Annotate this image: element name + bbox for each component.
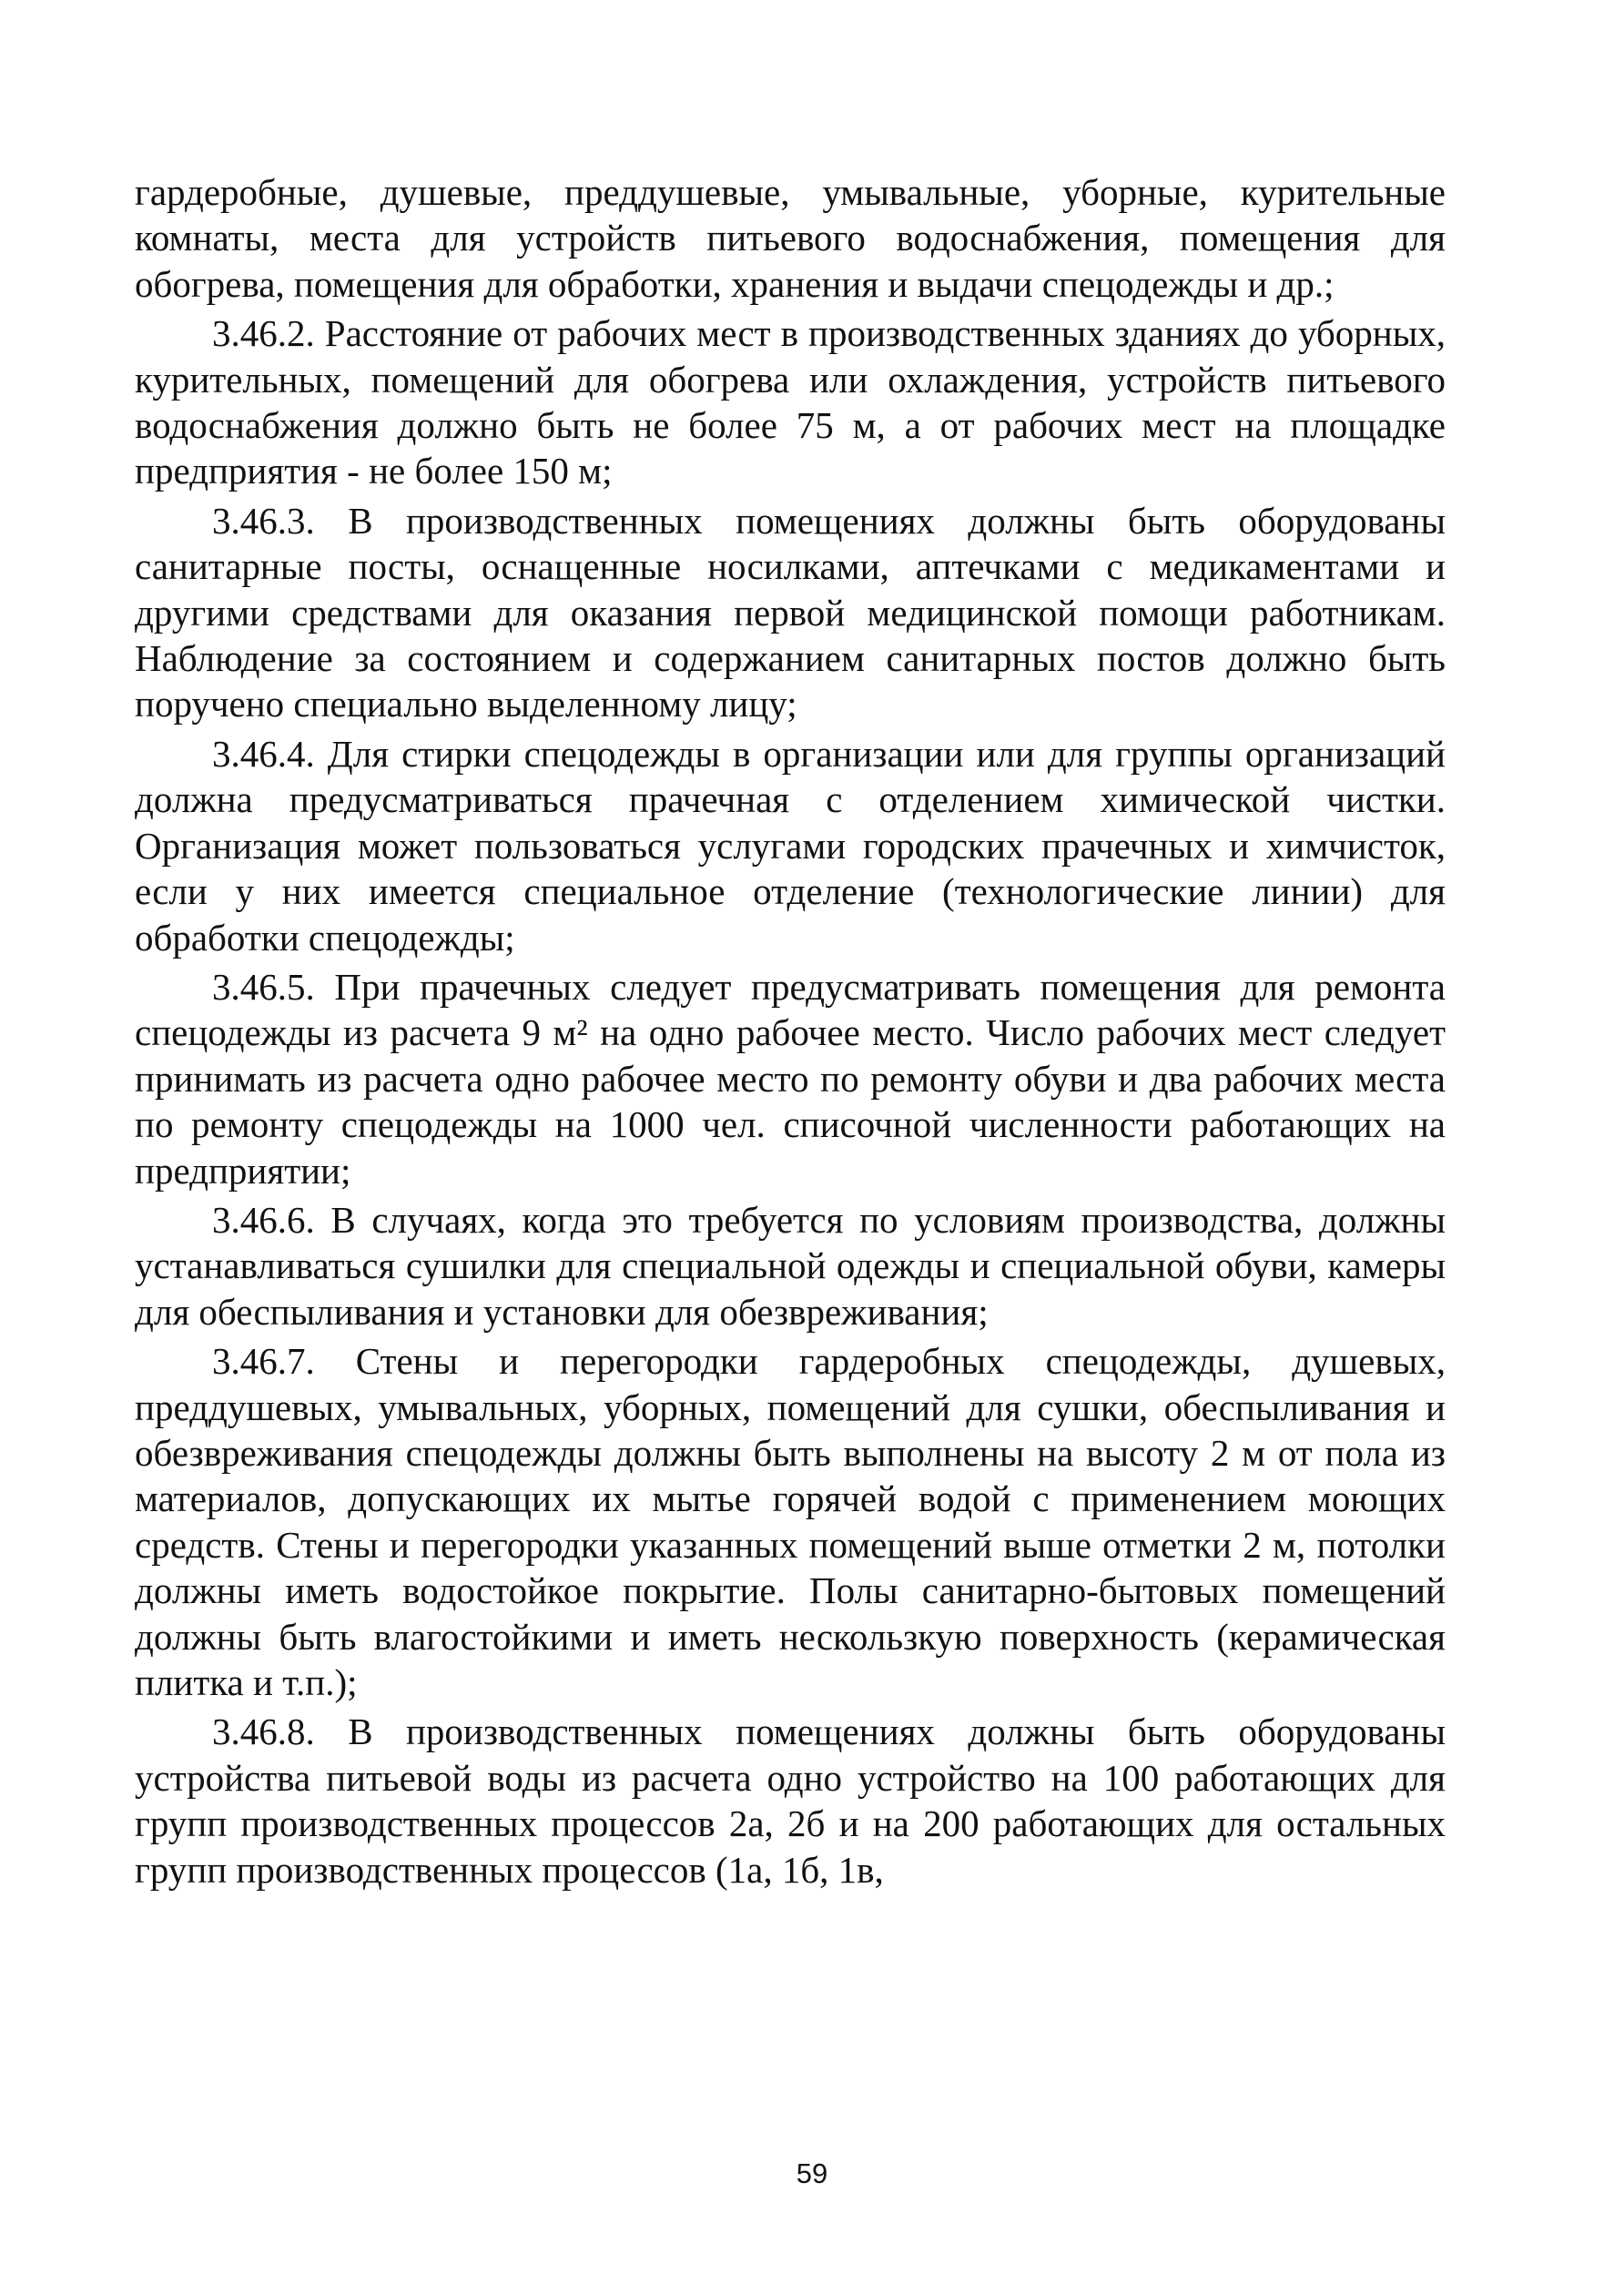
paragraph-3-46-5: 3.46.5. При прачечных следует предусматривать помещения для ремонта спецодежды из расчета 9 м² на одно рабочее место. Число рабочих мест следует принимать из расчета одно рабочее место по ремонту обуви и два рабочих места по ремонту спецодежды на 1000 чел. списочной численности работающих на предприятии; [135, 965, 1446, 1192]
paragraph-3-46-8: 3.46.8. В производственных помещениях должны быть оборудованы устройства питьевой воды из расчета одно устройство на 100 работающих для групп производственных процессов 2а, 2б и на 200 работающих для остальных групп производственных процессов (1а, 1б, 1в, [135, 1710, 1446, 1891]
page-number: 59 [796, 2157, 828, 2189]
paragraph-3-46-7: 3.46.7. Стены и перегородки гардеробных спецодежды, душевых, преддушевых, умывальных, уборных, помещений для сушки, обеспыливания и обезвреживания спецодежды должны быть выполнены на высоту 2 м от пола из материалов, допускающих их мытье горячей водой с применением моющих средств. Стены и перегородки указанных помещений выше отметки 2 м, потолки должны иметь водостойкое покрытие. Полы санитарно-бытовых помещений должны быть влагостойкими и иметь нескользкую поверхность (керамическая плитка и т.п.); [135, 1340, 1446, 1703]
paragraph-continuation: гардеробные, душевые, преддушевые, умывальные, уборные, курительные комнаты, места для устройств питьевого водоснабжения, помещения для обогрева, помещения для обработки, хранения и выдачи спецодежды и др.; [135, 171, 1446, 305]
paragraph-3-46-4: 3.46.4. Для стирки спецодежды в организации или для группы организаций должна предусматриваться прачечная с отделением химической чистки. Организация может пользоваться услугами городских прачечных и химчисток, если у них имеется специальное отделение (технологические линии) для обработки спецодежды; [135, 732, 1446, 959]
paragraph-3-46-3: 3.46.3. В производственных помещениях должны быть оборудованы санитарные посты, оснащенные носилками, аптечками с медикаментами и другими средствами для оказания первой медицинской помощи работникам. Наблюдение за состоянием и содержанием санитарных постов должно быть поручено специально выделенному лицу; [135, 499, 1446, 726]
paragraph-3-46-2: 3.46.2. Расстояние от рабочих мест в производственных зданиях до уборных, курительных, помещений для обогрева или охлаждения, устройств питьевого водоснабжения должно быть не более 75 м, а от рабочих мест на площадке предприятия - не более 150 м; [135, 312, 1446, 492]
body-text [135, 169, 1446, 1896]
paragraph-3-46-6: 3.46.6. В случаях, когда это требуется по условиям производства, должны устанавливаться сушилки для специальной одежды и специальной обуви, камеры для обеспыливания и установки для обезвреживания; [135, 1198, 1446, 1333]
